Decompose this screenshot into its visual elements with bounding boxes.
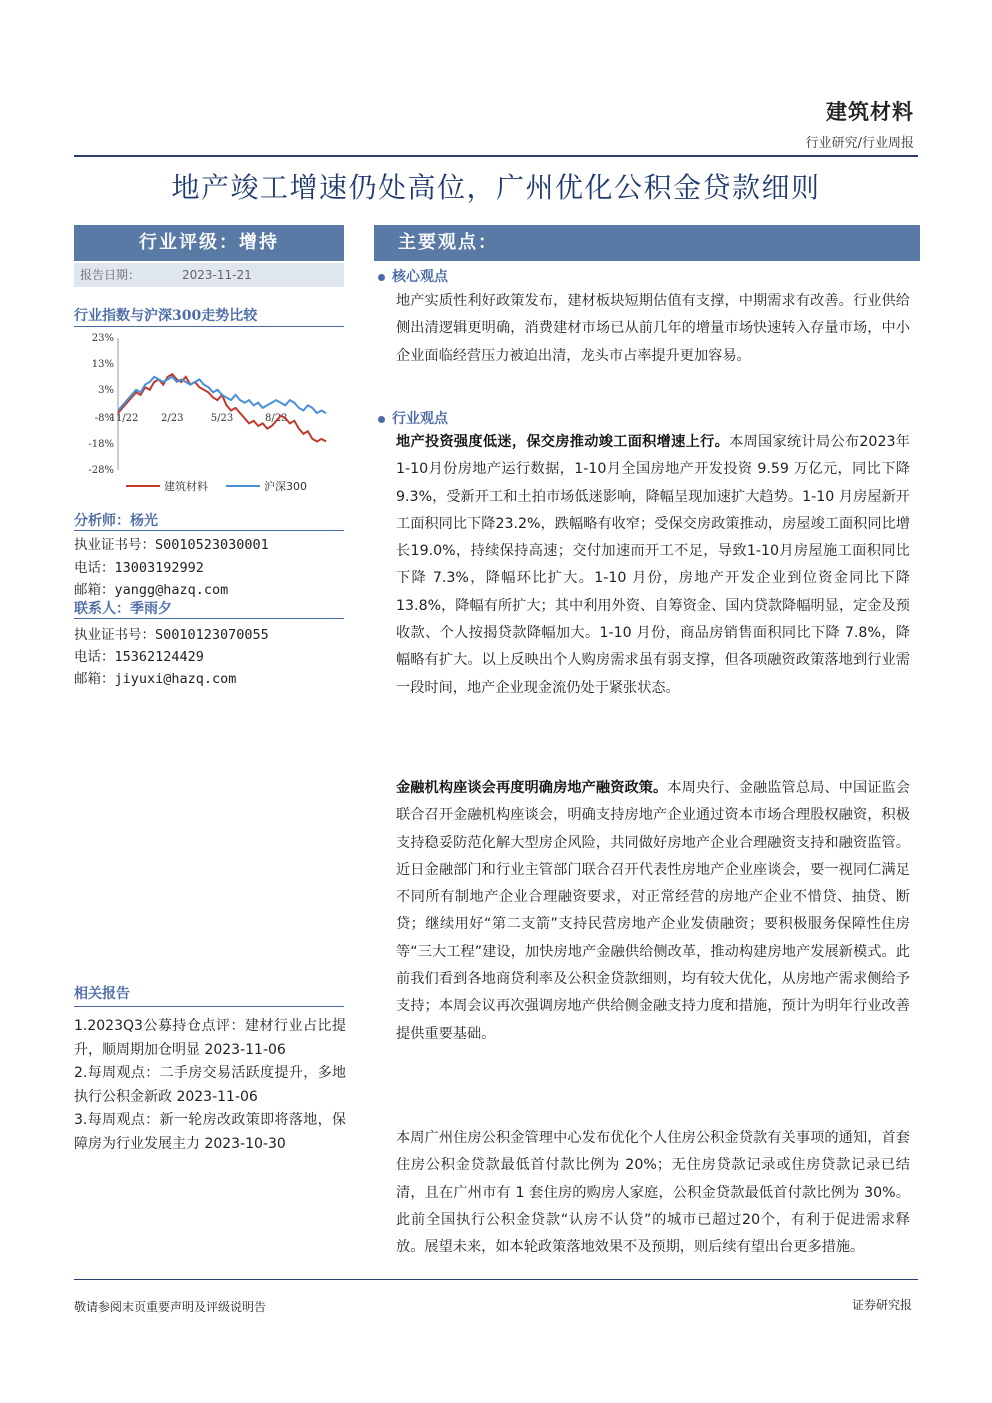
- related-reports-divider: [74, 1006, 344, 1007]
- x-tick-label: 5/23: [210, 413, 234, 425]
- legend-label: 沪深300: [264, 480, 307, 493]
- contact-email[interactable]: 邮箱：jiyuxi@hazq.com: [74, 671, 237, 687]
- y-tick-label: 3%: [98, 384, 114, 396]
- contact-phone: 电话：15362124429: [74, 649, 204, 665]
- footer-label: 证券研究报: [851, 1298, 912, 1312]
- bullet-icon: [378, 274, 385, 281]
- report-date-label: 报告日期：: [80, 268, 141, 282]
- x-tick-label: 11/22: [109, 413, 139, 425]
- contact-divider: [74, 618, 344, 619]
- main-points-header: 主要观点：: [374, 225, 920, 261]
- header-divider: [74, 155, 918, 157]
- y-tick-label: 23%: [91, 333, 114, 344]
- analyst-divider: [74, 530, 344, 531]
- report-type: 行业研究/行业周报: [805, 136, 914, 151]
- series-line: [118, 374, 326, 441]
- related-report-item[interactable]: 3.每周观点：新一轮房改政策即将落地，保障房为行业发展主力 2023-10-30: [74, 1112, 346, 1152]
- legend-label: 建筑材料: [164, 480, 208, 493]
- paragraph-1-lead: 地产投资强度低迷，保交房推动竣工面积增速上行。: [396, 434, 730, 450]
- industry-paragraph-3: 本周广州住房公积金管理中心发布优化个人住房公积金贷款有关事项的通知，首套住房公积金贷款最低首付款比例为 20%；无住房贷款记录或住房贷款记录已结清，且在广州市有 1 套住房的购房人家庭，公积金贷款最低首付款比例为 30%。此前全国执行公积金贷款“认房不认贷”的城市已超过20个，有利于促进需求释放。展望未来，如本轮政策落地效果不及预期，则后续有望出台更多措施。: [396, 1130, 910, 1256]
- paragraph-2-lead: 金融机构座谈会再度明确房地产融资政策。: [396, 780, 668, 796]
- footer-divider: [74, 1279, 918, 1280]
- analyst-email[interactable]: 邮箱：yangg@hazq.com: [74, 582, 229, 598]
- industry-rating: 行业评级：增持: [74, 225, 344, 261]
- related-report-item[interactable]: 1.2023Q3公募持仓点评：建材行业占比提升，顺周期加仓明显 2023-11-06: [74, 1018, 346, 1058]
- y-tick-label: -8%: [94, 413, 114, 425]
- y-tick-label: -18%: [88, 439, 114, 451]
- section-core-view-title: 核心观点: [392, 269, 448, 285]
- x-tick-label: 2/23: [161, 413, 184, 425]
- analyst-phone: 电话：13003192992: [74, 560, 204, 576]
- related-reports-title: 相关报告: [74, 986, 130, 1002]
- footer-disclaimer: 敬请参阅末页重要声明及评级说明告: [74, 1300, 267, 1314]
- series-line: [118, 377, 326, 413]
- report-title: 地产竣工增速仍处高位，广州优化公积金贷款细则: [171, 171, 821, 204]
- contact-title: 联系人：季雨夕: [74, 601, 172, 617]
- section-industry-view-title: 行业观点: [392, 411, 448, 427]
- chart-title: 行业指数与沪深300走势比较: [74, 308, 258, 324]
- index-comparison-chart: [74, 328, 344, 498]
- industry-name: 建筑材料: [826, 99, 914, 124]
- analyst-title: 分析师：杨光: [74, 513, 158, 529]
- paragraph-1-body: 本周国家统计局公布2023年1-10月份房地产运行数据，1-10月全国房地产开发投资 9.59 万亿元，同比下降 9.3%，受新开工和土拍市场低迷影响，降幅呈现加速扩大趋势。1-10 月房屋新开工面积同比下降23.2%，跌幅略有收窄；受保交房政策推动，房屋竣工面积同比增长19.0%，持续保持高速；交付加速而开工不足，导致1-10月房屋施工面积同比下降 7.3%，降幅环比扩大。1-10 月份，房地产开发企业到位资金同比下降 13.8%，降幅有所扩大；其中利用外资、自筹资金、国内贷款降幅明显，定金及预收款、个人按揭贷款降幅加大。1-10 月份，商品房销售面积同比下降 7.8%，降幅略有扩大。以上反映出个人购房需求虽有弱支撑，但各项融资政策落地到行业需一段时间，地产企业现金流仍处于紧张状态。: [396, 434, 910, 696]
- report-date-bar: [74, 263, 344, 287]
- contact-cert: 执业证书号：S0010123070055: [74, 627, 269, 643]
- y-tick-label: -28%: [88, 465, 114, 476]
- report-date-value: 2023-11-21: [182, 268, 252, 282]
- related-reports-list: [74, 1015, 346, 1156]
- paragraph-2-body: 本周央行、金融监管总局、中国证监会联合召开金融机构座谈会，明确支持房地产企业通过资本市场合理股权融资，积极支持稳妥防范化解大型房企风险，共同做好房地产企业合理融资支持和融资监管。近日金融部门和行业主管部门联合召开代表性房地产企业座谈会，要一视同仁满足不同所有制地产企业合理融资要求，对正常经营的房地产企业不惜贷、抽贷、断贷；继续用好“第二支箭”支持民营房地产企业发债融资；要积极服务保障性住房等“三大工程”建设，加快房地产金融供给侧改革，推动构建房地产发展新模式。此前我们看到各地商贷利率及公积金贷款细则，均有较大优化，从房地产需求侧给予支持；本周会议再次强调房地产供给侧金融支持力度和措施，预计为明年行业改善提供重要基础。: [396, 780, 910, 1042]
- analyst-cert: 执业证书号：S0010523030001: [74, 537, 269, 553]
- industry-paragraph-1: [396, 429, 910, 702]
- bullet-icon: [378, 416, 385, 423]
- core-view-paragraph: 地产实质性利好政策发布，建材板块短期估值有支撑，中期需求有改善。行业供给侧出清逻辑更明确，消费建材市场已从前几年的增量市场快速转入存量市场，中小企业面临经营压力被迫出清，龙头市占率提升更加容易。: [396, 293, 910, 364]
- x-tick-label: 8/23: [265, 413, 288, 425]
- industry-paragraph-2: [396, 775, 910, 1048]
- section-core-view: [378, 266, 448, 286]
- related-report-item[interactable]: 2.每周观点：二手房交易活跃度提升，多地执行公积金新政 2023-11-06: [74, 1065, 346, 1105]
- section-industry-view: [378, 408, 448, 428]
- y-tick-label: 13%: [91, 358, 114, 370]
- chart-title-divider: [74, 326, 344, 327]
